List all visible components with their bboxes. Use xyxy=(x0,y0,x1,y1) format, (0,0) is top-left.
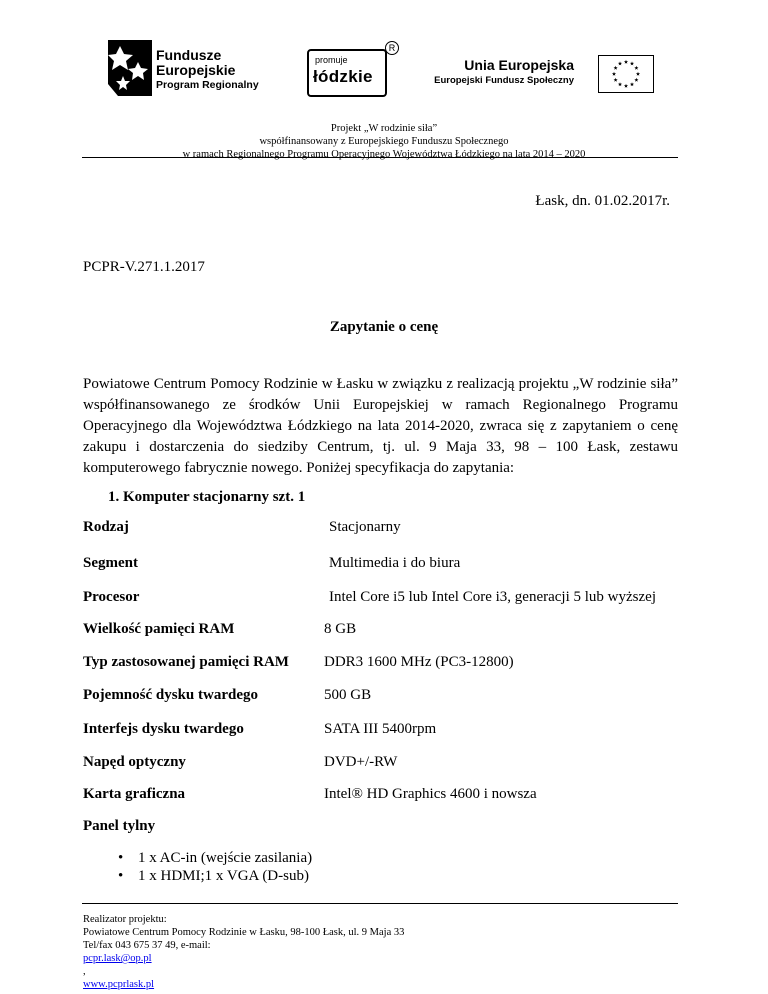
header-line-2: współfinansowany z Europejskiego Funduszu Społecznego xyxy=(259,136,509,147)
footer-separator: , xyxy=(83,966,86,977)
fe-logo-line3: Program Regionalny xyxy=(156,79,259,91)
registered-mark-icon: R xyxy=(385,41,399,55)
panel-list xyxy=(118,849,312,885)
email-link[interactable]: pcpr.lask@op.pl xyxy=(83,953,152,964)
header-line-3: w ramach Regionalnego Programu Operacyjnego Województwa Łódzkiego na lata 2014 – 2020 xyxy=(182,149,586,160)
reference-number: PCPR-V.271.1.2017 xyxy=(83,259,205,275)
spec-value-ram-type: DDR3 1600 MHz (PC3-12800) xyxy=(324,654,514,670)
fe-logo-line2: Europejskie xyxy=(156,62,236,78)
lodzkie-logo-frame xyxy=(307,49,387,97)
spec-label-ram-type: Typ zastosowanej pamięci RAM xyxy=(83,654,289,670)
spec-label-ram-size: Wielkość pamięci RAM xyxy=(83,621,235,637)
section-title: 1. Komputer stacjonarny szt. 1 xyxy=(108,489,306,505)
promuje-lodzkie-logo xyxy=(307,42,407,102)
eu-logo-text xyxy=(434,56,574,88)
lodzkie-logo-top: promuje xyxy=(315,55,348,65)
document-title: Zapytanie o cenę xyxy=(329,319,439,335)
footer-divider xyxy=(82,903,678,904)
document-date: Łask, dn. 01.02.2017r. xyxy=(535,193,670,209)
spec-label-procesor: Procesor xyxy=(83,589,140,605)
footer-line-1: Realizator projektu: xyxy=(83,914,167,925)
panel-title: Panel tylny xyxy=(83,818,156,834)
spec-label-rodzaj: Rodzaj xyxy=(83,519,129,535)
eu-logo-line2: Europejski Fundusz Społeczny xyxy=(434,75,574,86)
eu-logo-line1: Unia Europejska xyxy=(464,57,574,73)
spec-value-disk-capacity: 500 GB xyxy=(324,687,372,703)
list-item: • 1 x AC-in (wejście zasilania) xyxy=(118,849,312,867)
spec-label-disk-interface: Interfejs dysku twardego xyxy=(83,721,244,737)
spec-label-graphics: Karta graficzna xyxy=(83,786,186,802)
footer-line-3 xyxy=(83,939,404,991)
spec-label-optical-drive: Napęd optyczny xyxy=(83,754,186,770)
footer-line-2: Powiatowe Centrum Pomocy Rodzinie w Łasku, 98-100 Łask, ul. 9 Maja 33 xyxy=(83,927,405,938)
website-link[interactable]: www.pcprlask.pl xyxy=(83,979,155,990)
fundusze-europejskie-logo xyxy=(108,40,268,102)
header-line-1: Projekt „W rodzinie siła” xyxy=(330,123,438,134)
spec-value-rodzaj: Stacjonarny xyxy=(329,519,401,535)
spec-value-optical-drive: DVD+/-RW xyxy=(324,754,398,770)
footer xyxy=(83,913,404,991)
footer-contact: Tel/fax 043 675 37 49, e-mail: xyxy=(83,940,211,951)
spec-value-segment: Multimedia i do biura xyxy=(329,555,461,571)
spec-value-procesor: Intel Core i5 lub Intel Core i3, generacji 5 lub wyższej xyxy=(329,589,656,605)
fundusze-europejskie-mark-icon xyxy=(108,40,152,96)
spec-value-disk-interface: SATA III 5400rpm xyxy=(324,721,437,737)
header-divider xyxy=(82,157,678,158)
spec-label-disk-capacity: Pojemność dysku twardego xyxy=(83,687,258,703)
spec-value-ram-size: 8 GB xyxy=(324,621,357,637)
lodzkie-logo-main: łódzkie xyxy=(313,67,373,86)
project-header xyxy=(0,122,768,161)
spec-value-graphics: Intel® HD Graphics 4600 i nowsza xyxy=(324,786,537,802)
list-item: • 1 x HDMI;1 x VGA (D-sub) xyxy=(118,867,312,885)
spec-label-segment: Segment xyxy=(83,555,138,571)
intro-paragraph: Powiatowe Centrum Pomocy Rodzinie w Łasku w związku z realizacją projektu „W rodzinie siła” współfinansowanego ze środków Unii Europejskiej w ramach Regionalnego Programu Operacyjnego dla Województwa Łódzkiego na lata 2014-2020, zwraca się z zapytaniem o cenę zakupu i dostarczenia do siedziby Centrum, tj. ul. 9 Maja 33, 98 – 100 Łask, zestawu komputerowego fabrycznie nowego. Poniżej specyfikacja do zapytania: xyxy=(83,376,678,476)
eu-flag-icon xyxy=(598,55,654,93)
fe-logo-line1: Fundusze xyxy=(156,47,222,63)
